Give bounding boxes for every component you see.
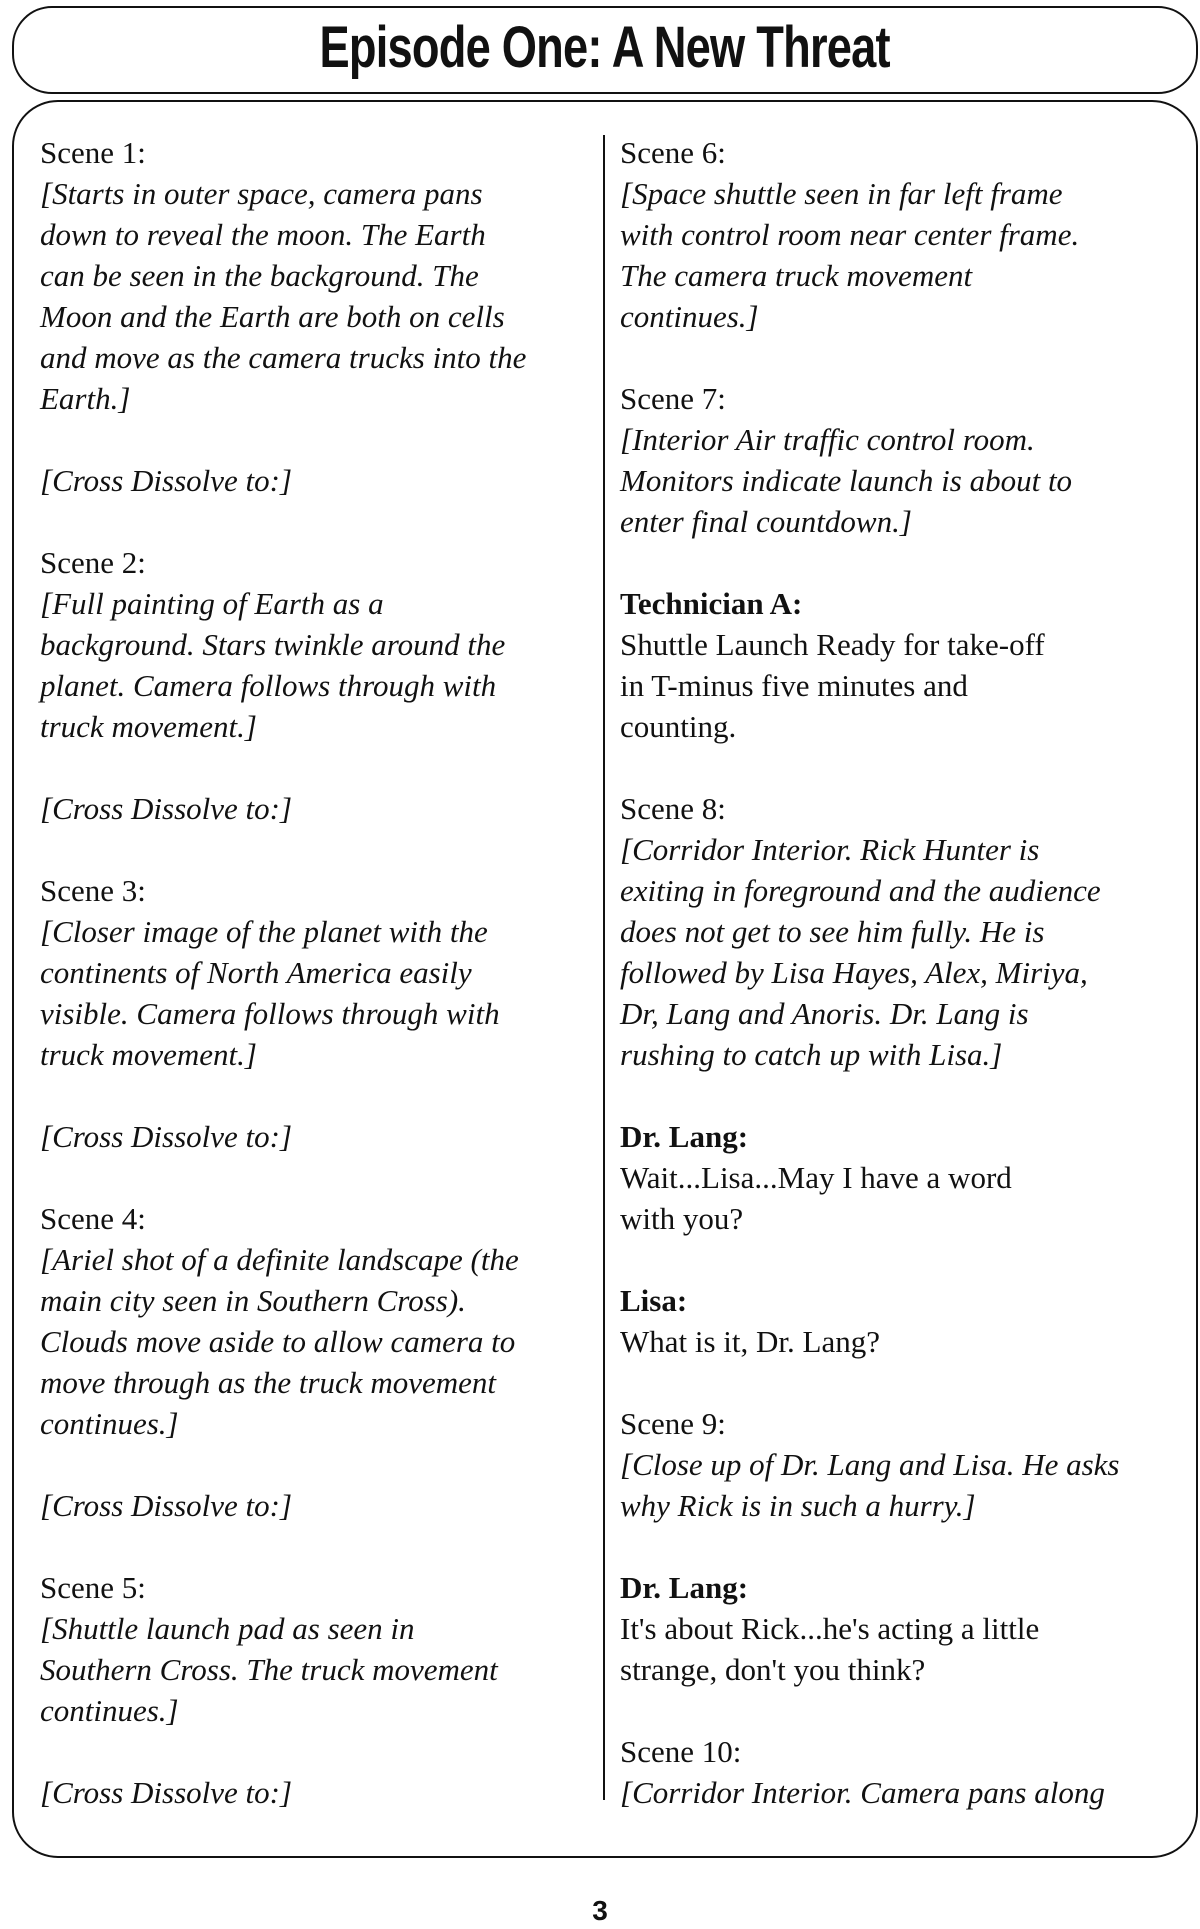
direction-line: exiting in foreground and the audience [620, 873, 1101, 908]
text-line: Scene 2: [40, 545, 146, 580]
text-line: Shuttle Launch Ready for take-off [620, 627, 1045, 662]
text-line: Scene 1: [40, 135, 146, 170]
direction-line: down to reveal the moon. The Earth [40, 217, 486, 252]
direction-line: visible. Camera follows through with [40, 996, 500, 1031]
direction-line: [Closer image of the planet with the [40, 914, 488, 949]
direction-line: can be seen in the background. The [40, 258, 479, 293]
direction-line: [Ariel shot of a definite landscape (the [40, 1242, 519, 1277]
direction-line: [Corridor Interior. Camera pans along [620, 1775, 1105, 1810]
speaker-line: Dr. Lang: [620, 1119, 749, 1154]
page-title: Episode One: A New Threat [319, 14, 891, 80]
direction-line: [Cross Dissolve to:] [40, 463, 293, 498]
direction-line: Dr, Lang and Anoris. Dr. Lang is [620, 996, 1029, 1031]
page-number: 3 [592, 1895, 608, 1926]
text-line: counting. [620, 709, 737, 744]
direction-line: Earth.] [40, 381, 131, 416]
blank-line [620, 747, 1180, 788]
direction-line: Monitors indicate launch is about to [620, 463, 1073, 498]
speaker-line: Dr. Lang: [620, 1570, 749, 1605]
right-column [620, 132, 1180, 1813]
direction-line: [Cross Dissolve to:] [40, 1119, 293, 1154]
text-line: strange, don't you think? [620, 1652, 926, 1687]
blank-line [620, 542, 1180, 583]
title-bar [12, 6, 1198, 94]
text-line: Scene 8: [620, 791, 726, 826]
blank-line [620, 1362, 1180, 1403]
direction-line: [Starts in outer space, camera pans [40, 176, 483, 211]
blank-line [40, 1444, 585, 1485]
direction-line: background. Stars twinkle around the [40, 627, 506, 662]
text-line: Scene 3: [40, 873, 146, 908]
text-line: Scene 6: [620, 135, 726, 170]
direction-line: does not get to see him fully. He is [620, 914, 1045, 949]
blank-line [620, 1239, 1180, 1280]
text-line: Scene 4: [40, 1201, 146, 1236]
blank-line [40, 829, 585, 870]
direction-line: followed by Lisa Hayes, Alex, Miriya, [620, 955, 1088, 990]
blank-line [40, 747, 585, 788]
direction-line: [Cross Dissolve to:] [40, 1488, 293, 1523]
text-line: It's about Rick...he's acting a little [620, 1611, 1040, 1646]
text-line: Wait...Lisa...May I have a word [620, 1160, 1012, 1195]
blank-line [40, 1075, 585, 1116]
text-line: Scene 7: [620, 381, 726, 416]
blank-line [40, 1157, 585, 1198]
column-divider [603, 135, 605, 1800]
direction-line: [Close up of Dr. Lang and Lisa. He asks [620, 1447, 1120, 1482]
direction-line: [Shuttle launch pad as seen in [40, 1611, 415, 1646]
direction-line: [Cross Dissolve to:] [40, 791, 293, 826]
direction-line: [Cross Dissolve to:] [40, 1775, 293, 1810]
direction-line: with control room near center frame. [620, 217, 1080, 252]
blank-line [40, 1526, 585, 1567]
text-line: with you? [620, 1201, 744, 1236]
direction-line: why Rick is in such a hurry.] [620, 1488, 976, 1523]
blank-line [620, 337, 1180, 378]
blank-line [620, 1690, 1180, 1731]
blank-line [620, 1075, 1180, 1116]
blank-line [620, 1526, 1180, 1567]
blank-line [40, 501, 585, 542]
direction-line: main city seen in Southern Cross). [40, 1283, 466, 1318]
text-line: What is it, Dr. Lang? [620, 1324, 880, 1359]
direction-line: enter final countdown.] [620, 504, 912, 539]
direction-line: Moon and the Earth are both on cells [40, 299, 505, 334]
direction-line: Clouds move aside to allow camera to [40, 1324, 516, 1359]
text-line: in T-minus five minutes and [620, 668, 968, 703]
direction-line: continues.] [40, 1406, 179, 1441]
direction-line: Southern Cross. The truck movement [40, 1652, 498, 1687]
direction-line: truck movement.] [40, 709, 257, 744]
direction-line: and move as the camera trucks into the [40, 340, 527, 375]
direction-line: [Corridor Interior. Rick Hunter is [620, 832, 1040, 867]
direction-line: truck movement.] [40, 1037, 257, 1072]
direction-line: continents of North America easily [40, 955, 472, 990]
direction-line: [Interior Air traffic control room. [620, 422, 1035, 457]
direction-line: [Space shuttle seen in far left frame [620, 176, 1063, 211]
direction-line: continues.] [40, 1693, 179, 1728]
direction-line: planet. Camera follows through with [40, 668, 497, 703]
blank-line [40, 419, 585, 460]
text-line: Scene 10: [620, 1734, 742, 1769]
direction-line: move through as the truck movement [40, 1365, 496, 1400]
text-line: Scene 5: [40, 1570, 146, 1605]
speaker-line: Technician A: [620, 586, 803, 621]
direction-line: continues.] [620, 299, 759, 334]
text-line: Scene 9: [620, 1406, 726, 1441]
left-column [40, 132, 585, 1813]
speaker-line: Lisa: [620, 1283, 688, 1318]
direction-line: rushing to catch up with Lisa.] [620, 1037, 1003, 1072]
blank-line [40, 1731, 585, 1772]
direction-line: [Full painting of Earth as a [40, 586, 384, 621]
direction-line: The camera truck movement [620, 258, 973, 293]
